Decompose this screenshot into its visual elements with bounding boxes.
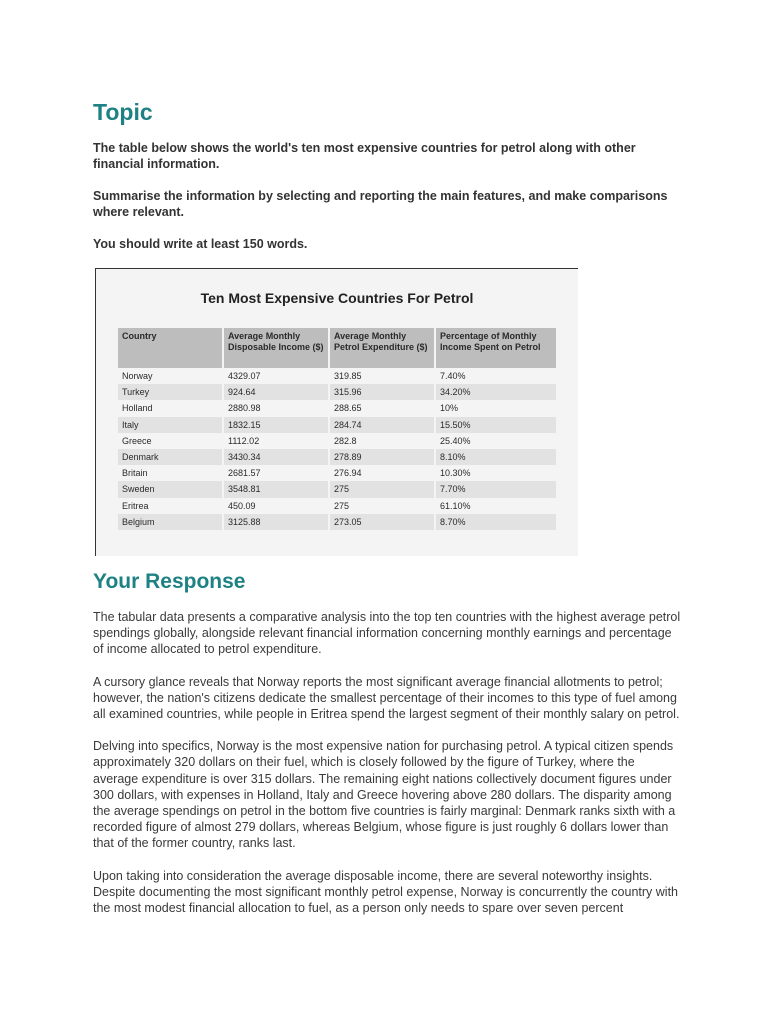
response-heading: Your Response — [93, 570, 246, 593]
cell-country: Belgium — [118, 514, 223, 530]
cell-percentage: 10% — [435, 400, 556, 416]
cell-expenditure: 315.96 — [329, 384, 435, 400]
cell-percentage: 10.30% — [435, 465, 556, 481]
cell-income: 450.09 — [223, 498, 329, 514]
cell-income: 4329.07 — [223, 368, 329, 384]
cell-expenditure: 276.94 — [329, 465, 435, 481]
cell-country: Sweden — [118, 481, 223, 497]
cell-income: 1832.15 — [223, 417, 329, 433]
cell-country: Italy — [118, 417, 223, 433]
cell-percentage: 61.10% — [435, 498, 556, 514]
table-row — [118, 514, 556, 530]
cell-expenditure: 273.05 — [329, 514, 435, 530]
cell-country: Britain — [118, 465, 223, 481]
cell-income: 1112.02 — [223, 433, 329, 449]
table-header-row — [118, 328, 556, 368]
cell-expenditure: 278.89 — [329, 449, 435, 465]
figure-title: Ten Most Expensive Countries For Petrol — [200, 290, 474, 306]
petrol-table — [118, 328, 556, 530]
cell-percentage: 8.70% — [435, 514, 556, 530]
cell-income: 924.64 — [223, 384, 329, 400]
header-percentage: Percentage of Monthly Income Spent on Petrol — [435, 328, 556, 368]
response-paragraph-4: Upon taking into consideration the average disposable income, there are several noteworthy insights. Despite documenting the most significant monthly petrol expense, Norway is concurrently the country with the most modest financial allocation to fuel, as a person only needs to spare over seven percent — [93, 868, 679, 916]
table-row — [118, 417, 556, 433]
cell-country: Norway — [118, 368, 223, 384]
topic-heading: Topic — [93, 99, 153, 125]
table-row — [118, 449, 556, 465]
cell-percentage: 7.70% — [435, 481, 556, 497]
response-paragraph-1: The tabular data presents a comparative analysis into the top ten countries with the highest average petrol spendings globally, alongside relevant financial information concerning monthly earnings and percentage of income allocated to petrol expenditure. — [93, 610, 681, 657]
cell-country: Greece — [118, 433, 223, 449]
cell-percentage: 34.20% — [435, 384, 556, 400]
cell-income: 3125.88 — [223, 514, 329, 530]
table-row — [118, 465, 556, 481]
cell-expenditure: 275 — [329, 481, 435, 497]
topic-paragraph-2: Summarise the information by selecting and reporting the main features, and make comparisons where relevant. — [93, 189, 668, 219]
cell-country: Turkey — [118, 384, 223, 400]
cell-expenditure: 284.74 — [329, 417, 435, 433]
topic-paragraph-3: You should write at least 150 words. — [93, 237, 308, 251]
cell-income: 3430.34 — [223, 449, 329, 465]
cell-expenditure: 319.85 — [329, 368, 435, 384]
header-income: Average Monthly Disposable Income ($) — [223, 328, 329, 368]
cell-country: Eritrea — [118, 498, 223, 514]
table-row — [118, 498, 556, 514]
cell-income: 2880.98 — [223, 400, 329, 416]
table-row — [118, 433, 556, 449]
table-row — [118, 400, 556, 416]
cell-expenditure: 282.8 — [329, 433, 435, 449]
header-country: Country — [118, 328, 223, 368]
header-expenditure: Average Monthly Petrol Expenditure ($) — [329, 328, 435, 368]
cell-expenditure: 288.65 — [329, 400, 435, 416]
response-section — [93, 568, 683, 916]
table-row — [118, 368, 556, 384]
cell-expenditure: 275 — [329, 498, 435, 514]
response-paragraph-2: A cursory glance reveals that Norway reports the most significant average financial allotments to petrol; however, the nation's citizens dedicate the smallest percentage of their incomes to this type of fuel among all examined countries, while people in Eritrea spend the largest segment of their monthly salary on petrol. — [93, 674, 680, 722]
petrol-table-figure — [95, 268, 578, 556]
table-row — [118, 384, 556, 400]
response-paragraph-3: Delving into specifics, Norway is the most expensive nation for purchasing petrol. A typical citizen spends approximately 320 dollars on their fuel, which is closely followed by the figure of Turkey, where the average expenditure is over 315 dollars. The remaining eight nations collectively document figures under 300 dollars, with expenses in Holland, Italy and Greece hovering above 280 dollars. The disparity among the average spendings on petrol in the bottom five countries is fairly marginal: Denmark ranks sixth with a recorded figure of almost 279 dollars, whereas Belgium, whose figure is just roughly 6 dollars lower than that of the former country, ranks last. — [93, 739, 676, 851]
cell-country: Holland — [118, 400, 223, 416]
cell-percentage: 15.50% — [435, 417, 556, 433]
cell-percentage: 7.40% — [435, 368, 556, 384]
topic-section — [93, 98, 683, 252]
table-row — [118, 481, 556, 497]
cell-percentage: 25.40% — [435, 433, 556, 449]
cell-income: 2681.57 — [223, 465, 329, 481]
topic-paragraph-1: The table below shows the world's ten most expensive countries for petrol along with other financial information. — [93, 141, 636, 171]
cell-percentage: 8.10% — [435, 449, 556, 465]
cell-country: Denmark — [118, 449, 223, 465]
cell-income: 3548.81 — [223, 481, 329, 497]
